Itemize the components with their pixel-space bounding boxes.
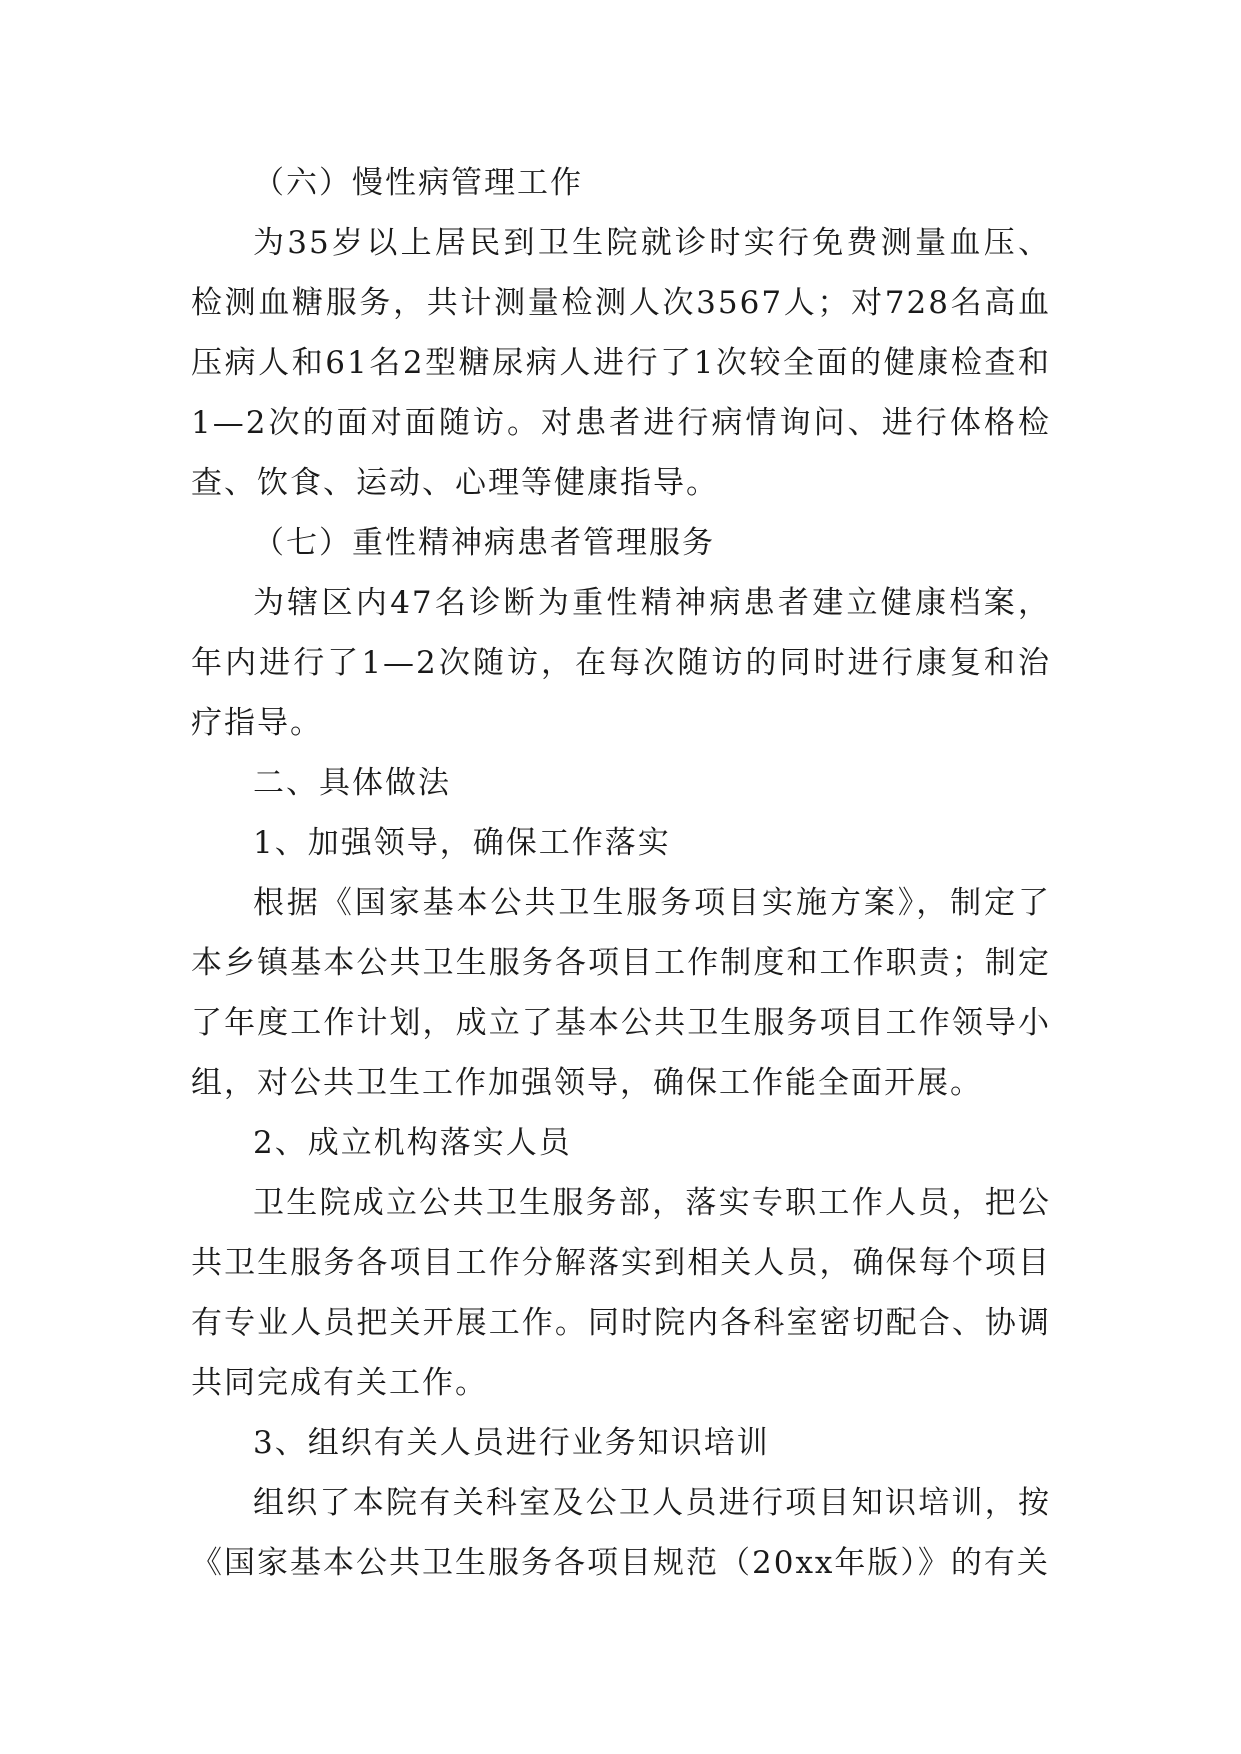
subheading-institution: 2、成立机构落实人员	[253, 1125, 572, 1161]
paragraph-chronic-disease: 为35岁以上居民到卫生院就诊时实行免费测量血压、检测血糖服务，共计测量检测人次3567人；对728名高血压病人和61名2型糖尿病人进行了1次较全面的健康检查和1—2次的面对面随访。对患者进行病情询问、进行体格检查、饮食、运动、心理等健康指导。	[191, 225, 1051, 501]
section-heading-chronic-disease: （六）慢性病管理工作	[253, 165, 583, 201]
paragraph-leadership: 根据《国家基本公共卫生服务项目实施方案》，制定了本乡镇基本公共卫生服务各项目工作制度和工作职责；制定了年度工作计划，成立了基本公共卫生服务项目工作领导小组，对公共卫生工作加强领导，确保工作能全面开展。	[191, 885, 1051, 1101]
paragraph-training: 组织了本院有关科室及公卫人员进行项目知识培训，按《国家基本公共卫生服务各项目规范（20xx年版）》的有关	[191, 1485, 1051, 1581]
subheading-leadership: 1、加强领导，确保工作落实	[253, 825, 671, 861]
paragraph-mental-illness: 为辖区内47名诊断为重性精神病患者建立健康档案，年内进行了1—2次随访，在每次随访的同时进行康复和治疗指导。	[191, 585, 1051, 741]
subheading-training: 3、组织有关人员进行业务知识培训	[253, 1425, 770, 1461]
section-heading-methods: 二、具体做法	[253, 765, 451, 801]
section-heading-mental-illness: （七）重性精神病患者管理服务	[253, 525, 715, 561]
document-body	[191, 153, 1051, 1593]
paragraph-institution: 卫生院成立公共卫生服务部，落实专职工作人员，把公共卫生服务各项目工作分解落实到相关人员，确保每个项目有专业人员把关开展工作。同时院内各科室密切配合、协调共同完成有关工作。	[191, 1185, 1051, 1401]
